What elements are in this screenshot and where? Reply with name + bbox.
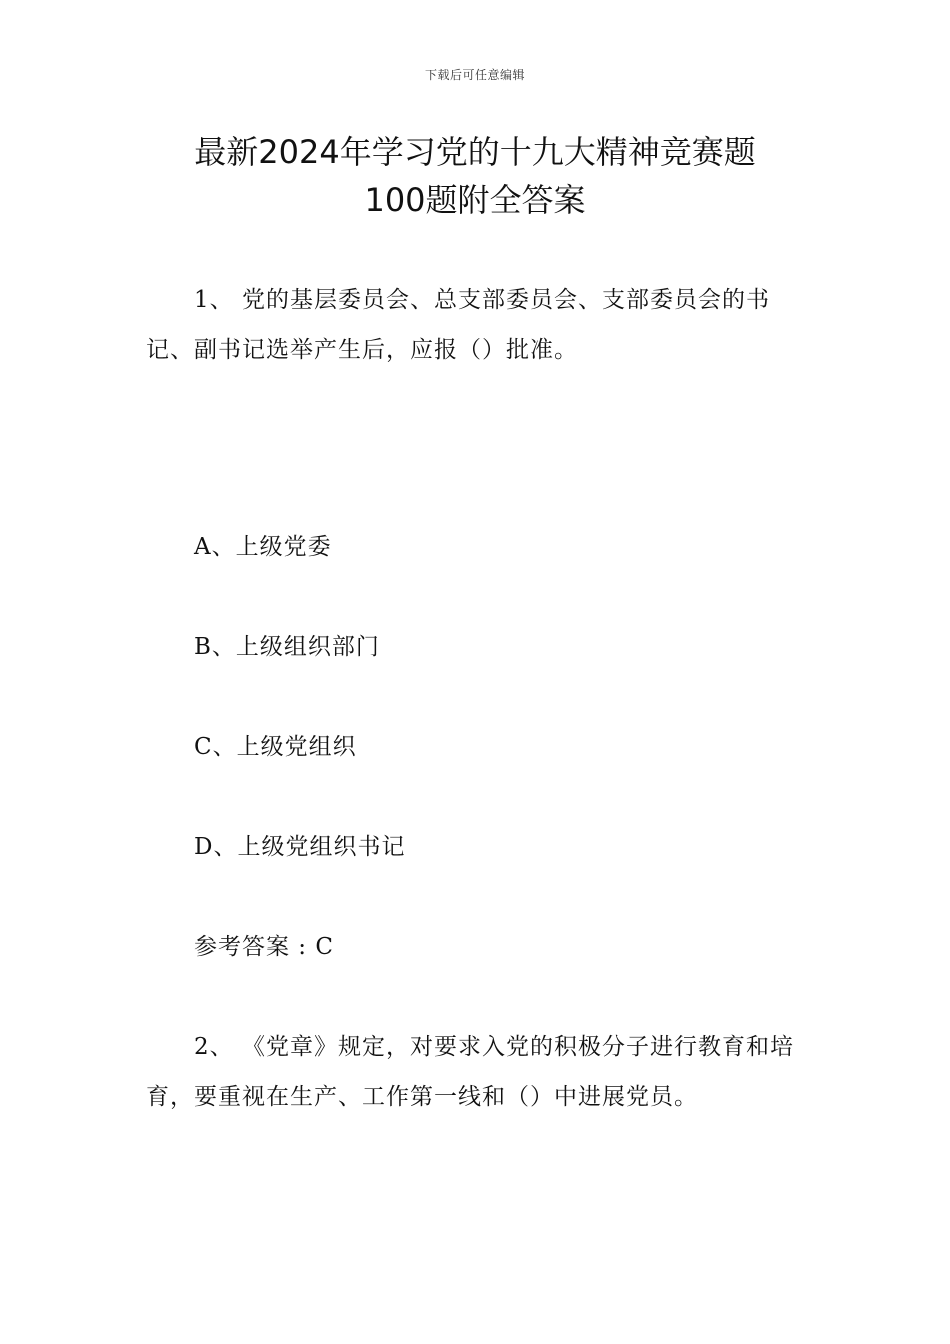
question-1-text [146, 275, 816, 375]
question-1-option-a: A、上级党委 [194, 534, 332, 560]
document-title [0, 128, 950, 224]
question-1-option-c: C、上级党组织 [194, 734, 357, 760]
document-title-line-2: 100题附全答案 [364, 181, 586, 219]
document-title-line-1: 最新2024年学习党的十九大精神竞赛题 [194, 133, 756, 171]
page-header-note: 下载后可任意编辑 [424, 68, 525, 82]
question-1-option-b: B、上级组织部门 [194, 634, 380, 660]
question-1-answer: 参考答案 : C [194, 934, 334, 960]
question-2-text [146, 1022, 816, 1122]
question-1-option-d: D、上级党组织书记 [194, 834, 406, 860]
question-2-body: 2、 《党章》规定，对要求入党的积极分子进行教育和培育，要重视在生产、工作第一线和（）中进展党员。 [146, 1034, 794, 1110]
question-1-body: 1、 党的基层委员会、总支部委员会、支部委员会的书记、副书记选举产生后，应报（）批准。 [146, 287, 770, 363]
